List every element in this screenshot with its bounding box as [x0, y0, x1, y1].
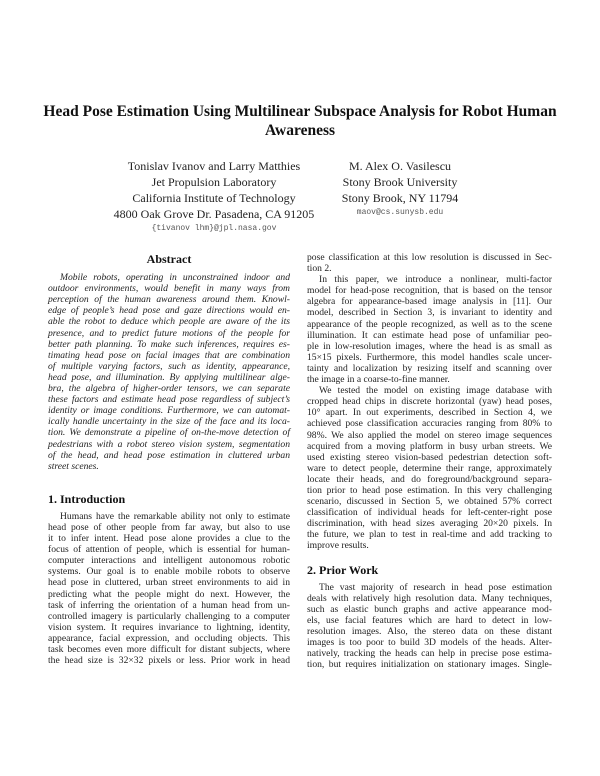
text-line: els, use facial features which are hard to detect in low- [307, 614, 552, 626]
text-line: 98%. We also applied the model on stereo image sequences [307, 429, 552, 441]
text-line: ically handle uncertainty in the size of the face and its loca- [48, 416, 290, 428]
abstract-text [48, 272, 290, 472]
text-line: these factors and estimate head pose regardless of subject’s [48, 394, 290, 406]
title-line: Awareness [264, 122, 336, 139]
title-line: Head Pose Estimation Using Multilinear Subspace Analysis for Robot Human [43, 103, 557, 120]
text-line: discrimination, with head sizes averaging 20×20 pixels. In [307, 518, 552, 530]
right-column [307, 252, 552, 670]
text-line: the future, we plan to test in real-time and add tracking to [307, 529, 552, 541]
text-line: 10° apart. In out experiments, described in Section 4, we [307, 407, 552, 419]
paper-title [40, 102, 560, 140]
text-line: We tested the model on existing image database with [319, 385, 552, 397]
text-line: head pose of other people from far away, but also to use [48, 521, 290, 533]
text-line: bra, the algebra of higher-order tensors, we can separate [48, 383, 290, 395]
text-line: deals with relatively high resolution data. Many techniques, [307, 592, 552, 604]
text-line: tainty and localization by resizing itself and scanning over [307, 362, 552, 374]
text-line: algebra for appearance-based image analysis in [11]. Our [307, 296, 552, 308]
text-line: tion, but requires initialization on stationary images. Single- [307, 659, 552, 671]
affiliation: Stony Brook University [342, 175, 458, 189]
text-line: perception of the human awareness around them. Knowl- [48, 294, 290, 306]
text-line: illumination. It can estimate head pose of unfamiliar peo- [307, 329, 552, 341]
text-line: Humans have the remarkable ability not only to estimate [60, 510, 290, 522]
text-line: it to infer intent. Head pose alone provides a clue to the [48, 533, 290, 545]
text-line: tion. We demonstrate a pipeline of on-the-move detection of [48, 427, 290, 439]
text-line: predicting what the people might do next. However, the [48, 588, 290, 600]
text-line: model, described in Section 3, is invariant to identity and [307, 307, 552, 319]
address: 4800 Oak Grove Dr. Pasadena, CA 91205 [113, 207, 315, 221]
text-line: the image in a coarse-to-fine manner. [307, 374, 450, 386]
text-line: pedestrians with a robot stereo vision system, segmentation [48, 438, 290, 450]
left-column [48, 254, 290, 666]
text-line: controlled imagery is particularly challenging to a computer [48, 610, 290, 622]
text-line: task of inferring the orientation of a human head from un- [48, 599, 290, 611]
text-line: appearance, facial expression, and occluding objects. This [48, 632, 290, 644]
intro-text [48, 511, 290, 666]
paragraph [307, 252, 552, 274]
text-line: vision system. It requires invariance to lightning, identity, [48, 621, 290, 633]
text-line: improve results. [307, 540, 369, 552]
text-line: identity or image conditions. Furthermore, we can automat- [48, 405, 290, 417]
email: {tivanov lhm}@jpl.nasa.gov [151, 224, 277, 233]
text-line: achieved pose classification accuracies ranging from 80% to [307, 418, 552, 430]
abstract-heading: Abstract [146, 252, 192, 266]
text-line: locate their heads, and do foreground/background separa- [307, 473, 552, 485]
text-line: able the robot to deduce which people are aware of the its [48, 316, 290, 328]
author-block-left [104, 158, 324, 236]
text-line: computer interactions and intelligent autonomous robotic [48, 555, 290, 567]
text-line: images is too poor to build 3D models of the heads. Alter- [307, 637, 552, 649]
text-line: scenario, discussed in Section 5, we obtained 57% correct [307, 496, 552, 508]
text-line: cropped head chips in discrete horizontal (yaw) head poses, [307, 396, 552, 408]
text-line: 15×15 pixels. Furthermore, this model handles scale uncer- [307, 351, 552, 363]
address: Stony Brook, NY 11794 [341, 191, 459, 205]
text-line: classification of individual heads for left-center-right pose [307, 507, 552, 519]
text-line: used existing stereo vision-based pedestrian detection soft- [307, 451, 552, 463]
text-line: head pose in cluttered, urban street environments to aid in [48, 577, 290, 589]
author-names: Tonislav Ivanov and Larry Matthies [127, 159, 301, 173]
paragraph [307, 274, 552, 385]
text-line: outdoor environments, would benefit in many ways from [48, 283, 290, 295]
text-line: acquired from a moving platform in busy urban streets. We [307, 440, 552, 452]
text-line: of multiple varying factors, such as identity, appearance, [48, 360, 290, 372]
text-line: Mobile robots, operating in unconstrained indoor and [60, 272, 290, 284]
text-line: head pose, and illumination. By applying multilinear alge- [48, 371, 290, 383]
text-line: ware to detect people, determine their range, approximately [307, 462, 552, 474]
text-line: ple in low-resolution images, where the head is as small as [307, 340, 552, 352]
text-line: model for head-pose recognition, that is based on the tensor [307, 285, 552, 297]
text-line: the head size is 32×32 pixels or less. Prior work in head [48, 655, 290, 667]
text-line: street scenes. [48, 460, 99, 472]
text-line: natively, tracking the heads can help in precise pose estima- [307, 648, 552, 660]
prior-work-heading: 2. Prior Work [307, 562, 379, 577]
intro-heading: 1. Introduction [48, 491, 126, 506]
text-line: focus of attention of people, which is essential for human- [48, 544, 290, 556]
author-block-right [320, 158, 480, 220]
text-line: The vast majority of research in head pose estimation [319, 581, 552, 593]
text-line: timating head pose on facial images that are combination [48, 349, 290, 361]
text-line: such as elastic bunch graphs and active appearance mod- [307, 603, 552, 615]
text-line: tion 2. [307, 263, 332, 275]
email: maov@cs.sunysb.edu [356, 208, 444, 217]
text-line: pose classification at this low resolution is discussed in Sec- [307, 252, 552, 263]
text-line: resolution images. Also, the stereo data on these distant [307, 626, 552, 637]
text-line: appearance of the people recognized, as well as to the scene [307, 318, 552, 330]
paragraph [307, 582, 552, 671]
text-line: edge of people’s head pose and gaze directions would en- [48, 305, 290, 317]
affiliation: Jet Propulsion Laboratory [151, 175, 277, 189]
text-line: tion prior to head pose estimation. In this very challenging [307, 484, 552, 496]
paragraph [307, 385, 552, 551]
text-line: In this paper, we introduce a nonlinear, multi-factor [319, 274, 552, 286]
affiliation: California Institute of Technology [132, 191, 296, 205]
text-line: task becomes even more difficult for distant subjects, where [48, 644, 290, 655]
author-names: M. Alex O. Vasilescu [348, 159, 452, 173]
text-line: of the head, and head pose estimation in cluttered urban [48, 449, 290, 461]
text-line: better path planning. To make such inferences, requires es- [48, 338, 290, 350]
text-line: systems. Our goal is to enable mobile robots to observe [48, 566, 290, 578]
text-line: presence, and to predict future motions of the people for [48, 327, 290, 339]
